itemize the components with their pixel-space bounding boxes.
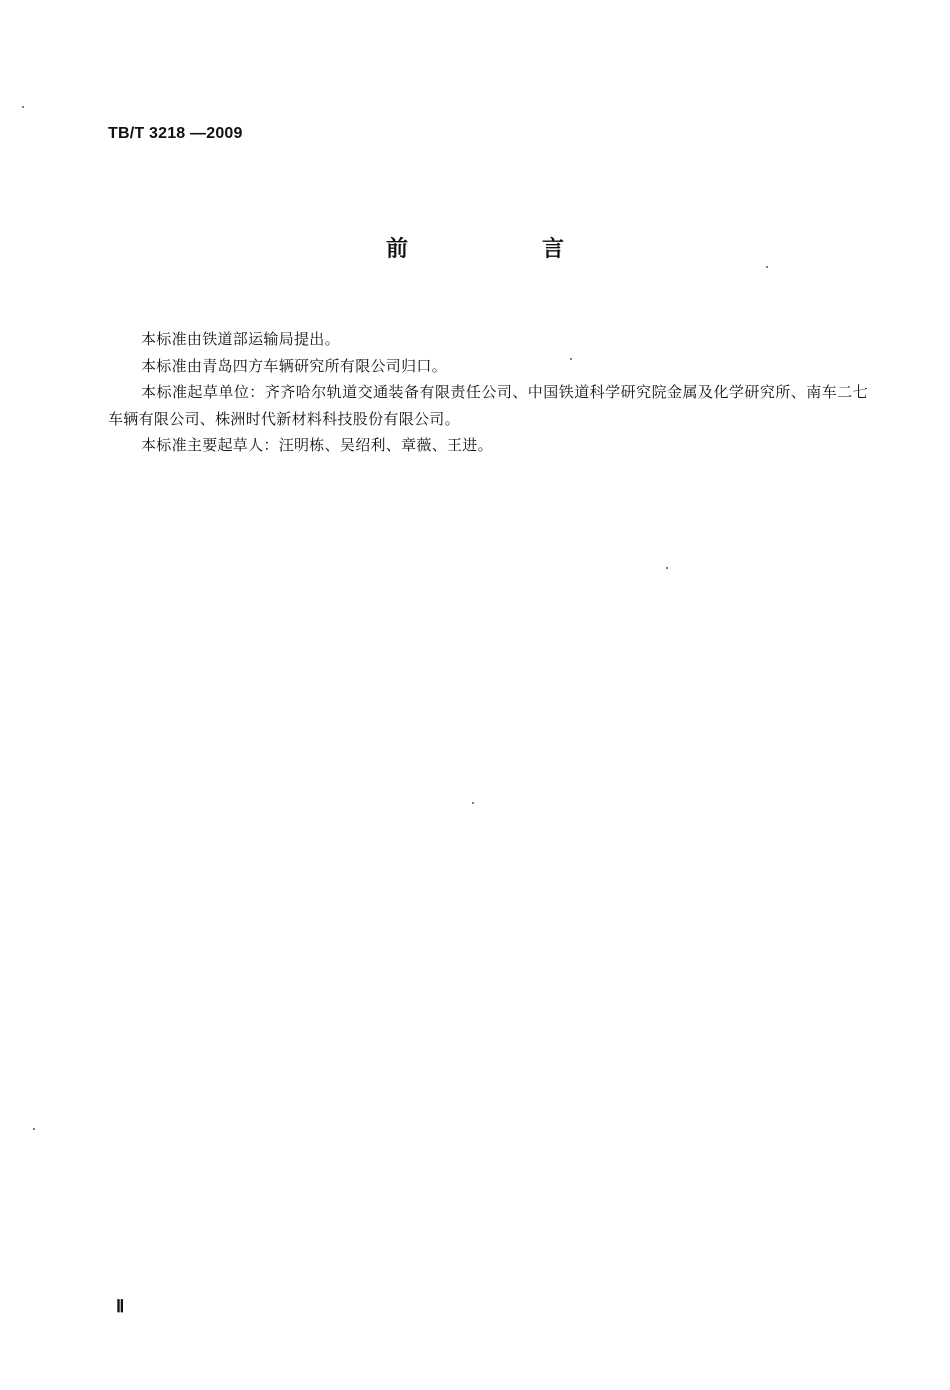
scan-speck (33, 1128, 35, 1130)
foreword-body (108, 326, 868, 459)
scan-speck (766, 266, 768, 268)
scan-speck (22, 106, 24, 108)
paragraph-drafters: 本标准主要起草人：汪明栋、吴绍利、章薇、王进。 (141, 436, 493, 454)
scan-speck (472, 802, 474, 804)
paragraph-proposer: 本标准由铁道部运输局提出。 (141, 330, 340, 348)
standard-code: TB/T 3218 —2009 (108, 125, 243, 142)
paragraph-centralized-unit: 本标准由青岛四方车辆研究所有限公司归口。 (141, 356, 448, 375)
scan-speck (570, 358, 572, 360)
scan-speck (666, 567, 668, 569)
paragraph-drafting-units: 本标准起草单位：齐齐哈尔轨道交通装备有限责任公司、中国铁道科学研究院金属及化学研究所、南车二七车辆有限公司、株洲时代新材料科技股份有限公司。 (108, 383, 868, 428)
page-title: 前 言 (385, 237, 620, 262)
page-number: Ⅱ (116, 1297, 125, 1316)
